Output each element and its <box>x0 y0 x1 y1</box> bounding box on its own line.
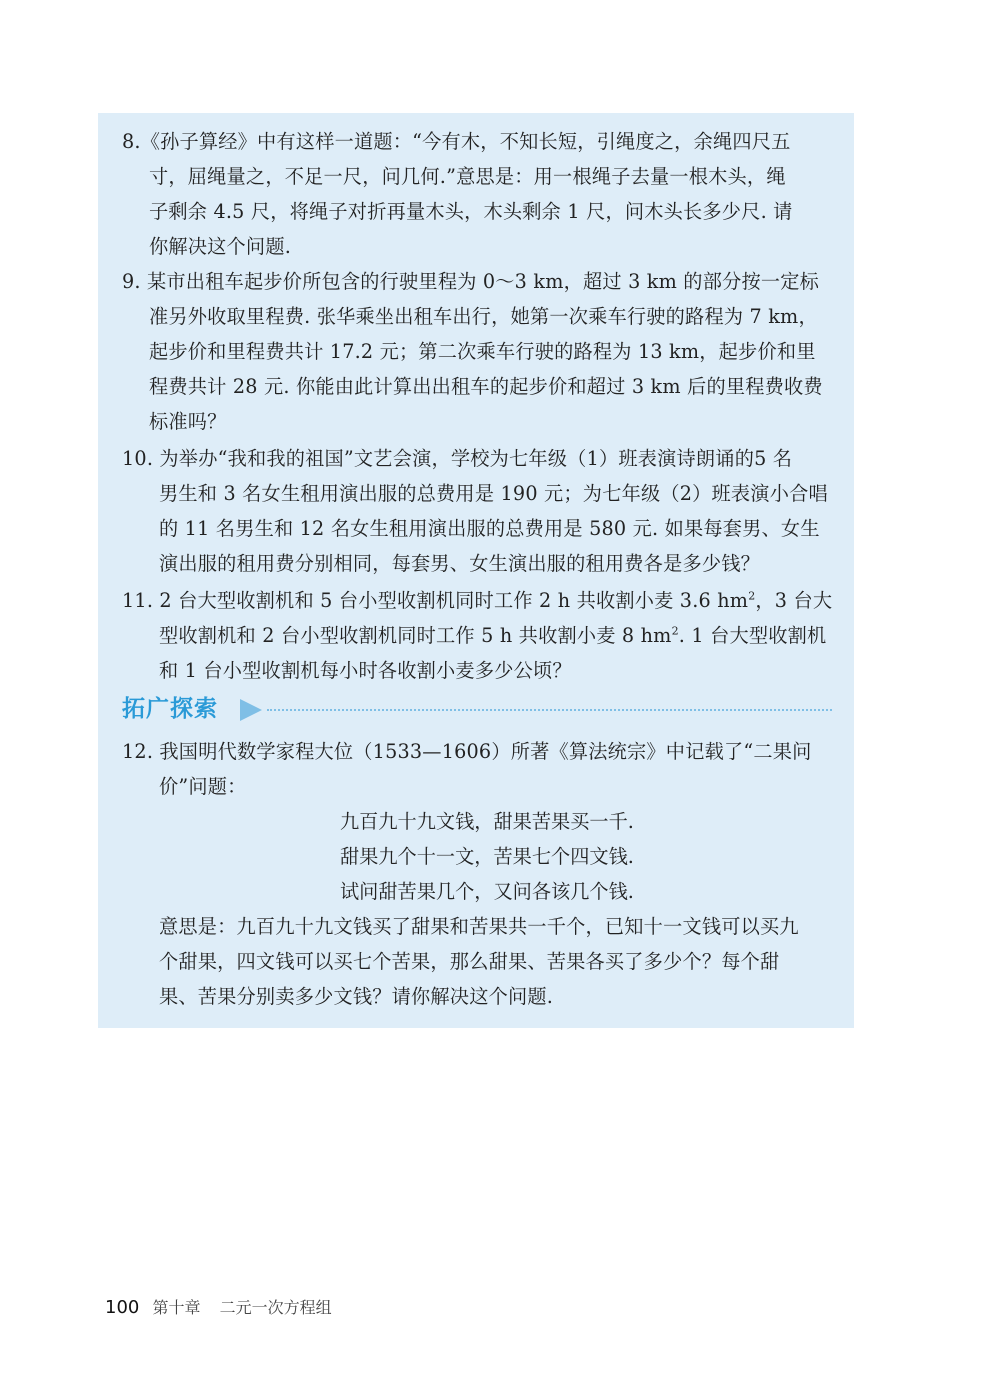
problem-10-line-1: 10. 为举办“我和我的祖国”文艺会演，学校为七年级（1）班表演诗朗诵的5 名 <box>122 447 793 470</box>
problem-8-line-2: 寸，屈绳量之，不足一尺，问几何.”意思是：用一根绳子去量一根木头，绳 <box>149 165 786 188</box>
section-heading <box>122 690 832 728</box>
section-title: 拓广探索 <box>122 696 218 722</box>
problem-11-line-3: 和 1 台小型收割机每小时各收割小麦多少公顷？ <box>159 659 572 682</box>
chapter-title: 二元一次方程组 <box>219 1298 332 1317</box>
problem-11 <box>122 583 834 688</box>
problem-12-line-1: 12. 我国明代数学家程大位（1533—1606）所著《算法统宗》中记载了“二果问 <box>122 740 812 763</box>
problem-8-line-3: 子剩余 4.5 尺，将绳子对折再量木头，木头剩余 1 尺，问木头长多少尺. 请 <box>149 200 793 223</box>
play-arrow-icon <box>240 699 262 721</box>
problem-8-line-4: 你解决这个问题. <box>149 235 292 258</box>
poem-line-3: 试问甜苦果几个，又问各该几个钱. <box>340 880 634 903</box>
problem-12-line-2: 价”问题： <box>159 775 247 798</box>
poem-line-1: 九百九十九文钱，甜果苦果买一千. <box>340 810 634 833</box>
chapter-label: 第十章 <box>152 1298 201 1317</box>
problem-9-line-3: 起步价和里程费共计 17.2 元；第二次乘车行驶的路程为 13 km，起步价和里 <box>149 340 816 363</box>
problem-12 <box>122 734 834 804</box>
problem-10 <box>122 441 834 581</box>
problem-9 <box>122 264 834 439</box>
problem-11-line-2: 型收割机和 2 台小型收割机同时工作 5 h 共收割小麦 8 $hm^2$. 1 台大型收割机 <box>159 624 827 647</box>
problem-9-line-2: 准另外收取里程费. 张华乘坐出租车出行，她第一次乘车行驶的路程为 7 km， <box>149 305 818 328</box>
explanation-line-2: 个甜果，四文钱可以买七个苦果，那么甜果、苦果各买了多少个？每个甜 <box>159 950 780 973</box>
superscript-2: 2 <box>671 624 679 638</box>
poem-line-2: 甜果九个十一文，苦果七个四文钱. <box>340 845 634 868</box>
problem-8-line-1: 8.《孙子算经》中有这样一道题：“今有木，不知长短，引绳度之，余绳四尺五 <box>122 130 791 153</box>
page-footer <box>105 1296 332 1320</box>
explanation-line-3: 果、苦果分别卖多少文钱？请你解决这个问题. <box>159 985 554 1008</box>
superscript-2: 2 <box>748 589 756 603</box>
problem-10-line-4: 演出服的租用费分别相同，每套男、女生演出服的租用费各是多少钱？ <box>159 552 761 575</box>
explanation-line-1: 意思是：九百九十九文钱买了甜果和苦果共一千个，已知十一文钱可以买九 <box>159 915 799 938</box>
problem-9-line-4: 程费共计 28 元. 你能由此计算出出租车的起步价和超过 3 km 后的里程费收费 <box>149 375 823 398</box>
problem-11-line-1: 11. 2 台大型收割机和 5 台小型收割机同时工作 2 h 共收割小麦 3.6 $hm^2$，3 台大 <box>122 589 833 612</box>
problem-10-line-3: 的 11 名男生和 12 名女生租用演出服的总费用是 580 元. 如果每套男、女生 <box>159 517 820 540</box>
dotted-divider <box>267 709 832 711</box>
page-number: 100 <box>105 1297 140 1318</box>
poem-block <box>340 804 634 909</box>
problem-10-line-2: 男生和 3 名女生租用演出服的总费用是 190 元；为七年级（2）班表演小合唱 <box>159 482 828 505</box>
problem-9-line-1: 9. 某市出租车起步价所包含的行驶里程为 0～3 km，超过 3 km 的部分按一定标 <box>122 270 820 293</box>
problem-8 <box>122 124 834 264</box>
problem-9-line-5: 标准吗？ <box>149 410 227 433</box>
problem-12-explanation <box>159 909 839 1014</box>
